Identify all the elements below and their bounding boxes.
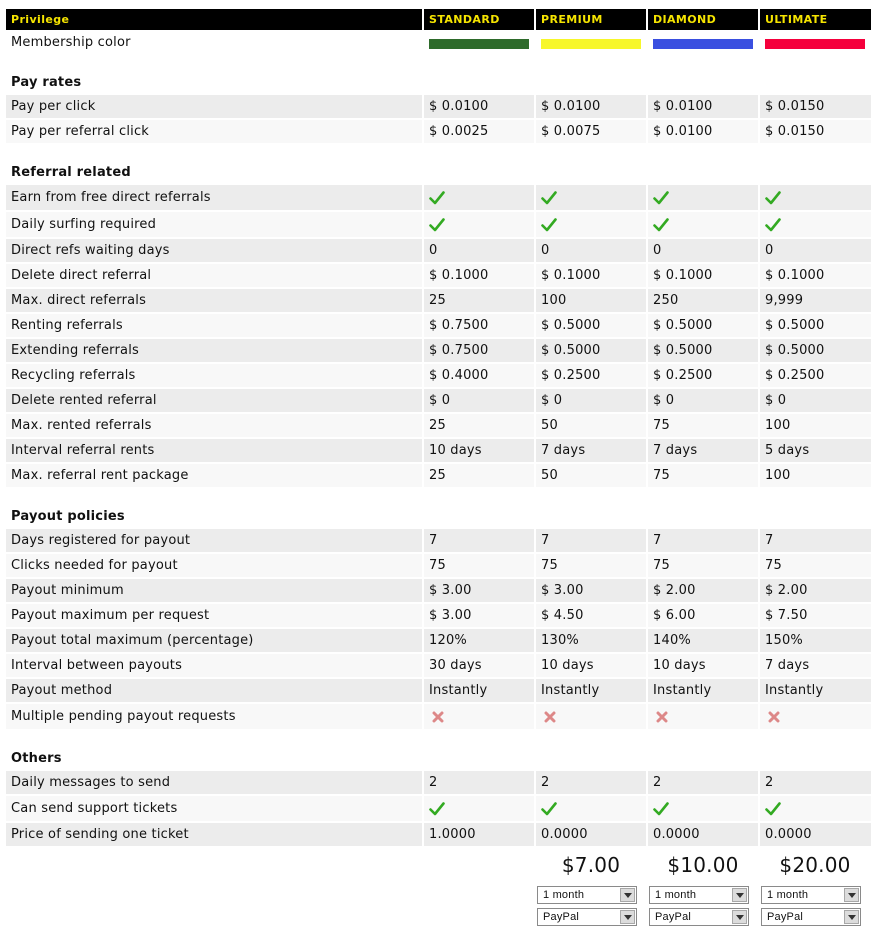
premium-value: $ 0.0100: [535, 94, 647, 119]
row-label: Days registered for payout: [6, 528, 423, 553]
row-recycling-referrals: [6, 363, 871, 388]
row-label: Multiple pending payout requests: [6, 703, 423, 729]
ultimate-value: 100: [759, 413, 871, 438]
premium-value: $ 0.1000: [535, 263, 647, 288]
diamond-value: $ 0.0100: [647, 94, 759, 119]
check-icon: [765, 190, 781, 205]
ultimate-duration-select[interactable]: 1 month: [761, 886, 861, 904]
premium-value: 130%: [535, 628, 647, 653]
check-icon: [765, 801, 781, 816]
diamond-value: 7: [647, 528, 759, 553]
premium-value: [535, 211, 647, 238]
row-label: Renting referrals: [6, 313, 423, 338]
ultimate-value: 0.0000: [759, 822, 871, 846]
ultimate-value: [759, 795, 871, 822]
section-header: [6, 160, 871, 184]
section-title: Others: [6, 746, 871, 770]
row-label: Interval between payouts: [6, 653, 423, 678]
standard-value: $ 0.0100: [423, 94, 535, 119]
section-title: Referral related: [6, 160, 871, 184]
ultimate-value: 150%: [759, 628, 871, 653]
row-extending-referrals: [6, 338, 871, 363]
ultimate-value: [759, 703, 871, 729]
row-label: Payout minimum: [6, 578, 423, 603]
standard-value: $ 0.7500: [423, 338, 535, 363]
row-interval-referral-rents: [6, 438, 871, 463]
check-icon: [429, 190, 445, 205]
row-days-registered-for-payout: [6, 528, 871, 553]
header-premium: PREMIUM: [535, 9, 647, 31]
row-pay-per-click: [6, 94, 871, 119]
row-daily-surfing-required: [6, 211, 871, 238]
ultimate-value: 7: [759, 528, 871, 553]
standard-value: $ 3.00: [423, 578, 535, 603]
premium-color-swatch: [541, 39, 641, 49]
premium-value: 0.0000: [535, 822, 647, 846]
standard-value: 10 days: [423, 438, 535, 463]
diamond-value: $ 0.5000: [647, 313, 759, 338]
premium-value: $ 0.0075: [535, 119, 647, 143]
chevron-down-icon: [844, 888, 859, 902]
check-icon: [653, 190, 669, 205]
row-label: Max. referral rent package: [6, 463, 423, 487]
diamond-value: [647, 184, 759, 211]
price-premium: $7.00: [535, 846, 647, 884]
diamond-value: 140%: [647, 628, 759, 653]
standard-value: 120%: [423, 628, 535, 653]
row-label: Direct refs waiting days: [6, 238, 423, 263]
ultimate-value: $ 0.5000: [759, 338, 871, 363]
diamond-value: $ 2.00: [647, 578, 759, 603]
standard-value: [423, 703, 535, 729]
ultimate-value: $ 0.5000: [759, 313, 871, 338]
standard-value: Instantly: [423, 678, 535, 703]
row-delete-direct-referral: [6, 263, 871, 288]
standard-value: 0: [423, 238, 535, 263]
diamond-value: Instantly: [647, 678, 759, 703]
ultimate-value: 100: [759, 463, 871, 487]
premium-value: $ 4.50: [535, 603, 647, 628]
ultimate-value: $ 0.2500: [759, 363, 871, 388]
standard-value: $ 0.0025: [423, 119, 535, 143]
premium-value: 7 days: [535, 438, 647, 463]
row-max-referral-rent-package: [6, 463, 871, 487]
check-icon: [541, 801, 557, 816]
duration-select-row: [6, 884, 871, 906]
diamond-value: 0: [647, 238, 759, 263]
diamond-value: $ 0.2500: [647, 363, 759, 388]
ultimate-value: $ 0: [759, 388, 871, 413]
row-interval-between-payouts: [6, 653, 871, 678]
ultimate-color-swatch: [765, 39, 865, 49]
ultimate-value: $ 0.0150: [759, 94, 871, 119]
section-title: Payout policies: [6, 504, 871, 528]
header-standard: STANDARD: [423, 9, 535, 31]
premium-value: [535, 703, 647, 729]
ultimate-value: [759, 211, 871, 238]
row-direct-refs-waiting-days: [6, 238, 871, 263]
standard-value: 7: [423, 528, 535, 553]
row-label: Interval referral rents: [6, 438, 423, 463]
standard-value: 75: [423, 553, 535, 578]
header-diamond: DIAMOND: [647, 9, 759, 31]
chevron-down-icon: [732, 910, 747, 924]
premium-value: $ 0.2500: [535, 363, 647, 388]
diamond-value: 0.0000: [647, 822, 759, 846]
premium-duration-select[interactable]: 1 month: [537, 886, 637, 904]
row-daily-messages-to-send: [6, 770, 871, 795]
row-renting-referrals: [6, 313, 871, 338]
ultimate-value: 5 days: [759, 438, 871, 463]
diamond-color-swatch: [653, 39, 753, 49]
ultimate-value: 0: [759, 238, 871, 263]
diamond-value: [647, 703, 759, 729]
membership-comparison-table: [6, 9, 871, 928]
diamond-value: $ 0: [647, 388, 759, 413]
section-header: [6, 746, 871, 770]
cross-icon: [541, 709, 556, 724]
standard-value: [423, 211, 535, 238]
membership-color-row: [6, 31, 871, 53]
standard-value: $ 3.00: [423, 603, 535, 628]
header-row: [6, 9, 871, 31]
row-price-of-sending-one-ticket: [6, 822, 871, 846]
row-can-send-support-tickets: [6, 795, 871, 822]
standard-value: 1.0000: [423, 822, 535, 846]
premium-value: 50: [535, 413, 647, 438]
row-label: Payout total maximum (percentage): [6, 628, 423, 653]
row-label: Earn from free direct referrals: [6, 184, 423, 211]
premium-value: [535, 184, 647, 211]
premium-value: $ 0.5000: [535, 313, 647, 338]
premium-value: 10 days: [535, 653, 647, 678]
ultimate-value: $ 0.1000: [759, 263, 871, 288]
ultimate-value: $ 0.0150: [759, 119, 871, 143]
price-diamond: $10.00: [647, 846, 759, 884]
check-icon: [541, 190, 557, 205]
standard-value: [423, 184, 535, 211]
standard-value: 25: [423, 413, 535, 438]
standard-value: [423, 795, 535, 822]
section-header: [6, 504, 871, 528]
ultimate-value: $ 7.50: [759, 603, 871, 628]
section-title: Pay rates: [6, 70, 871, 94]
diamond-value: $ 0.1000: [647, 263, 759, 288]
row-label: Pay per referral click: [6, 119, 423, 143]
diamond-value: [647, 795, 759, 822]
row-multiple-pending-payout-requests: [6, 703, 871, 729]
section-header: [6, 70, 871, 94]
chevron-down-icon: [620, 888, 635, 902]
standard-color-swatch: [429, 39, 529, 49]
row-clicks-needed-for-payout: [6, 553, 871, 578]
premium-value: 0: [535, 238, 647, 263]
check-icon: [429, 217, 445, 232]
ultimate-value: $ 2.00: [759, 578, 871, 603]
chevron-down-icon: [732, 888, 747, 902]
premium-value: $ 0: [535, 388, 647, 413]
diamond-value: 75: [647, 463, 759, 487]
ultimate-value: 7 days: [759, 653, 871, 678]
row-max-direct-referrals: [6, 288, 871, 313]
row-label: Daily messages to send: [6, 770, 423, 795]
standard-value: 25: [423, 288, 535, 313]
chevron-down-icon: [844, 910, 859, 924]
diamond-payment-select[interactable]: PayPal: [649, 908, 749, 926]
row-payout-maximum-per-request: [6, 603, 871, 628]
premium-value: 75: [535, 553, 647, 578]
standard-value: $ 0: [423, 388, 535, 413]
row-label: Max. rented referrals: [6, 413, 423, 438]
premium-value: Instantly: [535, 678, 647, 703]
row-label: Delete direct referral: [6, 263, 423, 288]
standard-value: $ 0.4000: [423, 363, 535, 388]
cross-icon: [765, 709, 780, 724]
diamond-value: 2: [647, 770, 759, 795]
row-payout-total-maximum-percentage: [6, 628, 871, 653]
premium-value: [535, 795, 647, 822]
standard-value: $ 0.1000: [423, 263, 535, 288]
row-label: Clicks needed for payout: [6, 553, 423, 578]
payment-select-row: [6, 906, 871, 928]
diamond-value: 75: [647, 553, 759, 578]
check-icon: [653, 217, 669, 232]
row-label: Extending referrals: [6, 338, 423, 363]
price-row: [6, 846, 871, 884]
row-label: Pay per click: [6, 94, 423, 119]
row-earn-from-free-direct-referrals: [6, 184, 871, 211]
price-ultimate: $20.00: [759, 846, 871, 884]
row-payout-minimum: [6, 578, 871, 603]
ultimate-payment-select[interactable]: PayPal: [761, 908, 861, 926]
diamond-value: 75: [647, 413, 759, 438]
ultimate-value: Instantly: [759, 678, 871, 703]
premium-value: 50: [535, 463, 647, 487]
row-label: Recycling referrals: [6, 363, 423, 388]
row-label: Delete rented referral: [6, 388, 423, 413]
diamond-value: $ 0.5000: [647, 338, 759, 363]
standard-value: 2: [423, 770, 535, 795]
diamond-value: 7 days: [647, 438, 759, 463]
diamond-duration-select[interactable]: 1 month: [649, 886, 749, 904]
standard-value: $ 0.7500: [423, 313, 535, 338]
diamond-value: [647, 211, 759, 238]
header-ultimate: ULTIMATE: [759, 9, 871, 31]
row-label: Membership color: [6, 31, 423, 53]
row-label: Payout maximum per request: [6, 603, 423, 628]
cross-icon: [429, 709, 444, 724]
ultimate-value: 9,999: [759, 288, 871, 313]
check-icon: [541, 217, 557, 232]
check-icon: [653, 801, 669, 816]
standard-value: 25: [423, 463, 535, 487]
row-pay-per-referral-click: [6, 119, 871, 143]
ultimate-value: 2: [759, 770, 871, 795]
premium-value: 7: [535, 528, 647, 553]
diamond-value: $ 6.00: [647, 603, 759, 628]
premium-value: 100: [535, 288, 647, 313]
chevron-down-icon: [620, 910, 635, 924]
standard-value: 30 days: [423, 653, 535, 678]
row-label: Daily surfing required: [6, 211, 423, 238]
row-label: Payout method: [6, 678, 423, 703]
row-label: Max. direct referrals: [6, 288, 423, 313]
diamond-value: 250: [647, 288, 759, 313]
check-icon: [765, 217, 781, 232]
header-privilege: Privilege: [6, 9, 423, 31]
row-max-rented-referrals: [6, 413, 871, 438]
premium-value: $ 3.00: [535, 578, 647, 603]
premium-value: $ 0.5000: [535, 338, 647, 363]
ultimate-value: 75: [759, 553, 871, 578]
cross-icon: [653, 709, 668, 724]
premium-value: 2: [535, 770, 647, 795]
ultimate-value: [759, 184, 871, 211]
row-label: Price of sending one ticket: [6, 822, 423, 846]
row-label: Can send support tickets: [6, 795, 423, 822]
row-payout-method: [6, 678, 871, 703]
row-delete-rented-referral: [6, 388, 871, 413]
diamond-value: $ 0.0100: [647, 119, 759, 143]
premium-payment-select[interactable]: PayPal: [537, 908, 637, 926]
diamond-value: 10 days: [647, 653, 759, 678]
check-icon: [429, 801, 445, 816]
